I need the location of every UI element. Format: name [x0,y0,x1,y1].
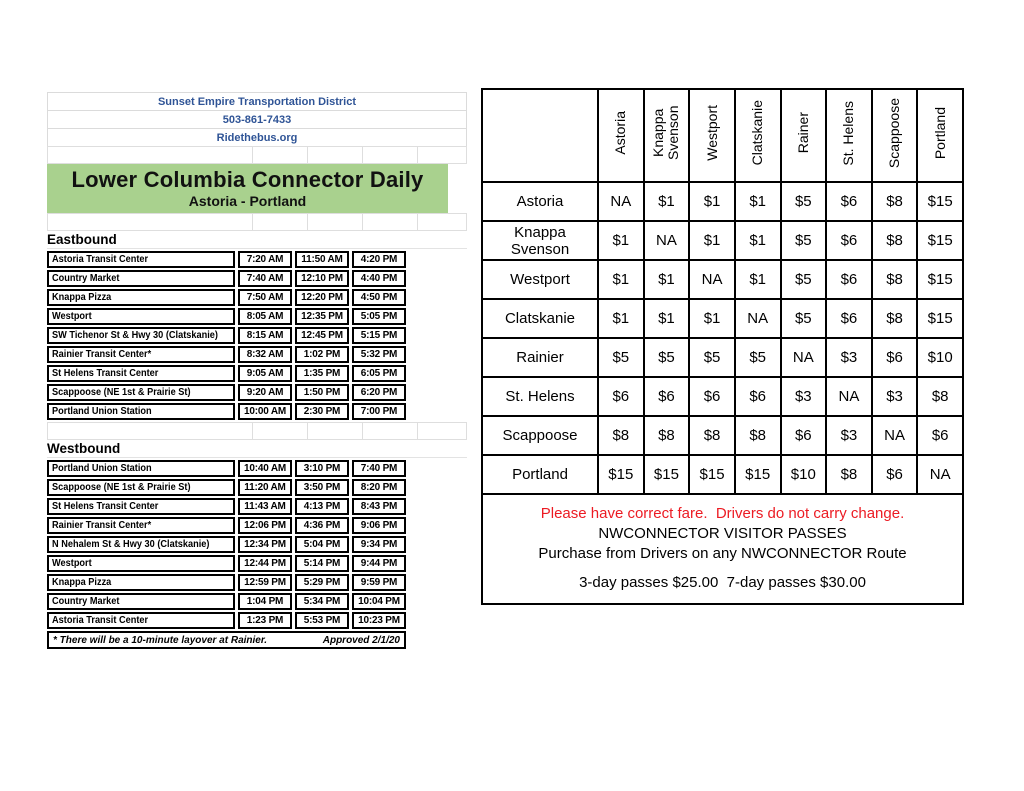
fare-cell: $6 [781,416,827,455]
stop-name: Country Market [52,596,120,607]
departure-time-cell: 6:05 PM [352,365,406,382]
departure-time-cell: 8:20 PM [352,479,406,496]
departure-time-cell: 2:30 PM [295,403,349,420]
departure-time-cell: 5:29 PM [295,574,349,591]
stop-name: Rainier Transit Center* [52,349,152,360]
org-name: Sunset Empire Transportation District [47,92,467,111]
fare-column-header-label: St. Helens [840,100,857,166]
stop-name-cell [47,555,235,572]
fare-cell: $1 [735,182,781,221]
fare-cell: $8 [689,416,735,455]
empty-grid-row [47,146,467,164]
fare-cell: $5 [781,182,827,221]
stop-name-cell [47,536,235,553]
fare-cell: $6 [826,221,872,260]
departure-time-cell: 12:35 PM [295,308,349,325]
departure-time-cell: 4:36 PM [295,517,349,534]
departure-time-cell: 7:00 PM [352,403,406,420]
departure-time-cell: 9:59 PM [352,574,406,591]
fare-cell: $15 [917,260,963,299]
route-banner [47,164,448,214]
departure-time-cell: 9:34 PM [352,536,406,553]
departure-time-cell: 1:02 PM [295,346,349,363]
stop-name: St Helens Transit Center [52,501,159,512]
departure-time-cell: 5:53 PM [295,612,349,629]
fare-table [481,88,964,495]
fare-cell: NA [644,221,690,260]
fare-column-header-label: Scappoose [886,97,903,169]
stop-name-cell [47,384,235,401]
stop-name-cell [47,289,235,306]
departure-time-cell: 11:20 AM [238,479,292,496]
eastbound-heading: Eastbound [47,231,467,249]
fare-cell: $6 [917,416,963,455]
stop-name: St Helens Transit Center [52,368,159,379]
stop-name-cell [47,479,235,496]
fare-row-label: Knappa Svenson [482,221,598,260]
departure-time-cell: 12:10 PM [295,270,349,287]
fare-column-header [872,89,918,182]
visitor-passes-title: NWCONNECTOR VISITOR PASSES [598,525,847,542]
departure-time-cell: 12:20 PM [295,289,349,306]
fare-row [482,416,963,455]
departure-time-cell: 5:14 PM [295,555,349,572]
fare-row-label: St. Helens [482,377,598,416]
departure-time-cell: 1:35 PM [295,365,349,382]
fare-row-label: Westport [482,260,598,299]
fare-cell: $5 [689,338,735,377]
departure-time-cell: 8:05 AM [238,308,292,325]
stop-name-cell [47,251,235,268]
fare-cell: $8 [598,416,644,455]
stop-name: Scappoose (NE 1st & Prairie St) [52,482,191,493]
fare-cell: $5 [598,338,644,377]
departure-time-cell: 11:50 AM [295,251,349,268]
fare-cell: $1 [689,221,735,260]
fare-column-header-label: Rainer [794,112,811,154]
fare-cell: $1 [689,299,735,338]
schedule-footer [47,631,406,649]
fare-cell: NA [917,455,963,494]
fare-cell: $15 [689,455,735,494]
departure-time-cell: 5:05 PM [352,308,406,325]
departure-time-cell: 7:20 AM [238,251,292,268]
stop-name: Scappoose (NE 1st & Prairie St) [52,387,191,398]
stop-name: Rainier Transit Center* [52,520,152,531]
fare-cell: $3 [781,377,827,416]
stop-name-cell [47,574,235,591]
fare-cell: NA [826,377,872,416]
fare-row-label: Portland [482,455,598,494]
timetable-panel [47,93,467,649]
empty-grid-row [47,213,467,231]
stop-name-cell [47,308,235,325]
departure-time-cell: 1:50 PM [295,384,349,401]
fare-cell: NA [598,182,644,221]
departure-time-cell: 9:44 PM [352,555,406,572]
stop-name: N Nehalem St & Hwy 30 (Clatskanie) [52,539,210,550]
departure-time-cell: 8:32 AM [238,346,292,363]
fare-cell: $6 [735,377,781,416]
fare-cell: $3 [826,338,872,377]
fare-cell: $10 [917,338,963,377]
stop-name: Westport [52,558,92,569]
layover-footnote: * There will be a 10-minute layover at Rainier. [53,634,267,646]
fare-column-header-label: Knappa Svenson [650,105,682,161]
fare-cell: $5 [644,338,690,377]
departure-time-cell: 5:15 PM [352,327,406,344]
fare-column-header [735,89,781,182]
departure-time-cell: 4:20 PM [352,251,406,268]
fare-row-label: Rainier [482,338,598,377]
stop-name-cell [47,593,235,610]
stop-name-cell [47,327,235,344]
departure-time-cell: 12:06 PM [238,517,292,534]
fare-cell: $1 [598,260,644,299]
route-subtitle: Astoria - Portland [188,193,307,209]
fare-cell: $15 [644,455,690,494]
fare-column-header [917,89,963,182]
departure-time-cell: 4:40 PM [352,270,406,287]
fare-cell: $15 [917,182,963,221]
fare-cell: $6 [598,377,644,416]
fare-cell: $8 [872,299,918,338]
fare-cell: $5 [781,260,827,299]
fare-header-row [482,89,963,182]
fare-cell: $1 [689,182,735,221]
stop-name: Knappa Pizza [52,577,112,588]
departure-time-cell: 1:04 PM [238,593,292,610]
fare-cell: $8 [735,416,781,455]
stop-name: Astoria Transit Center [52,254,149,265]
fare-cell: $3 [872,377,918,416]
pass-prices: 3-day passes $25.00 7-day passes $30.00 [579,574,866,591]
fare-cell: $6 [826,299,872,338]
departure-time-cell: 5:32 PM [352,346,406,363]
departure-time-cell: 4:50 PM [352,289,406,306]
fare-column-header [781,89,827,182]
departure-time-cell: 7:40 PM [352,460,406,477]
fare-cell: $8 [917,377,963,416]
fare-cell: $15 [735,455,781,494]
departure-time-cell: 10:40 AM [238,460,292,477]
fare-cell: NA [735,299,781,338]
fare-column-header [598,89,644,182]
stop-name-cell [47,365,235,382]
departure-time-cell: 9:05 AM [238,365,292,382]
stop-name-cell [47,270,235,287]
fare-cell: $6 [872,338,918,377]
empty-grid-row [47,422,467,440]
fare-cell: $1 [644,260,690,299]
fare-cell: $1 [598,299,644,338]
stop-name-cell [47,346,235,363]
fare-cell: $6 [872,455,918,494]
departure-time-cell: 5:34 PM [295,593,349,610]
fare-cell: NA [689,260,735,299]
fare-cell: $8 [872,260,918,299]
stop-name: SW Tichenor St & Hwy 30 (Clatskanie) [52,330,218,341]
eastbound-schedule [47,251,406,420]
departure-time-cell: 12:45 PM [295,327,349,344]
fare-cell: $1 [644,182,690,221]
stop-name: Astoria Transit Center [52,615,149,626]
fare-row [482,377,963,416]
fare-cell: $15 [917,299,963,338]
fare-cell: $15 [917,221,963,260]
fare-cell: $1 [735,221,781,260]
visitor-passes-info: Purchase from Drivers on any NWCONNECTOR Route [538,545,907,562]
stop-name: Westport [52,311,92,322]
fare-column-header-label: Westport [703,105,720,161]
departure-time-cell: 12:34 PM [238,536,292,553]
stop-name-cell [47,517,235,534]
org-website: Ridethebus.org [47,128,467,147]
departure-time-cell: 5:04 PM [295,536,349,553]
departure-time-cell: 7:40 AM [238,270,292,287]
fare-column-header [689,89,735,182]
departure-time-cell: 1:23 PM [238,612,292,629]
fare-row [482,338,963,377]
fare-panel [481,88,964,605]
departure-time-cell: 6:20 PM [352,384,406,401]
departure-time-cell: 9:20 AM [238,384,292,401]
fare-row-label: Clatskanie [482,299,598,338]
fare-cell: $5 [735,338,781,377]
departure-time-cell: 12:59 PM [238,574,292,591]
approved-date: Approved 2/1/20 [322,634,400,646]
fare-table-corner-cell [482,89,598,182]
fare-column-header-label: Clatskanie [749,100,766,166]
departure-time-cell: 3:10 PM [295,460,349,477]
fare-cell: $6 [826,182,872,221]
fare-cell: $6 [826,260,872,299]
fare-cell: $5 [781,299,827,338]
fare-row [482,260,963,299]
fare-column-header-label: Portland [931,106,948,160]
stop-name: Knappa Pizza [52,292,112,303]
fare-cell: $8 [872,182,918,221]
departure-time-cell: 10:23 PM [352,612,406,629]
departure-time-cell: 8:15 AM [238,327,292,344]
stop-name: Portland Union Station [52,406,152,417]
fare-row-label: Scappoose [482,416,598,455]
route-title: Lower Columbia Connector Daily [71,167,424,192]
departure-time-cell: 7:50 AM [238,289,292,306]
fare-row-label: Astoria [482,182,598,221]
fare-cell: $6 [689,377,735,416]
stop-name-cell [47,460,235,477]
fare-row [482,299,963,338]
stop-name-cell [47,403,235,420]
fare-row [482,182,963,221]
departure-time-cell: 9:06 PM [352,517,406,534]
fare-column-header [826,89,872,182]
departure-time-cell: 10:04 PM [352,593,406,610]
stop-name: Country Market [52,273,120,284]
departure-time-cell: 12:44 PM [238,555,292,572]
stop-name-cell [47,612,235,629]
fare-row [482,455,963,494]
stop-name: Portland Union Station [52,463,152,474]
fare-cell: NA [872,416,918,455]
westbound-heading: Westbound [47,440,467,458]
fare-column-header-label: Astoria [612,111,629,155]
fare-cell: $10 [781,455,827,494]
fare-cell: $8 [872,221,918,260]
fare-cell: $8 [826,455,872,494]
fare-cell: $1 [598,221,644,260]
fare-cell: $1 [735,260,781,299]
departure-time-cell: 10:00 AM [238,403,292,420]
fare-cell: $6 [644,377,690,416]
fare-cell: NA [781,338,827,377]
fare-notes [481,493,964,605]
departure-time-cell: 3:50 PM [295,479,349,496]
departure-time-cell: 4:13 PM [295,498,349,515]
fare-column-header [644,89,690,182]
departure-time-cell: 11:43 AM [238,498,292,515]
fare-row [482,221,963,260]
fare-cell: $3 [826,416,872,455]
correct-fare-warning: Please have correct fare. Drivers do not carry change. [540,505,905,522]
stop-name-cell [47,498,235,515]
org-phone: 503-861-7433 [47,110,467,129]
fare-cell: $8 [644,416,690,455]
fare-cell: $15 [598,455,644,494]
fare-cell: $1 [644,299,690,338]
departure-time-cell: 8:43 PM [352,498,406,515]
westbound-schedule [47,460,406,629]
fare-cell: $5 [781,221,827,260]
